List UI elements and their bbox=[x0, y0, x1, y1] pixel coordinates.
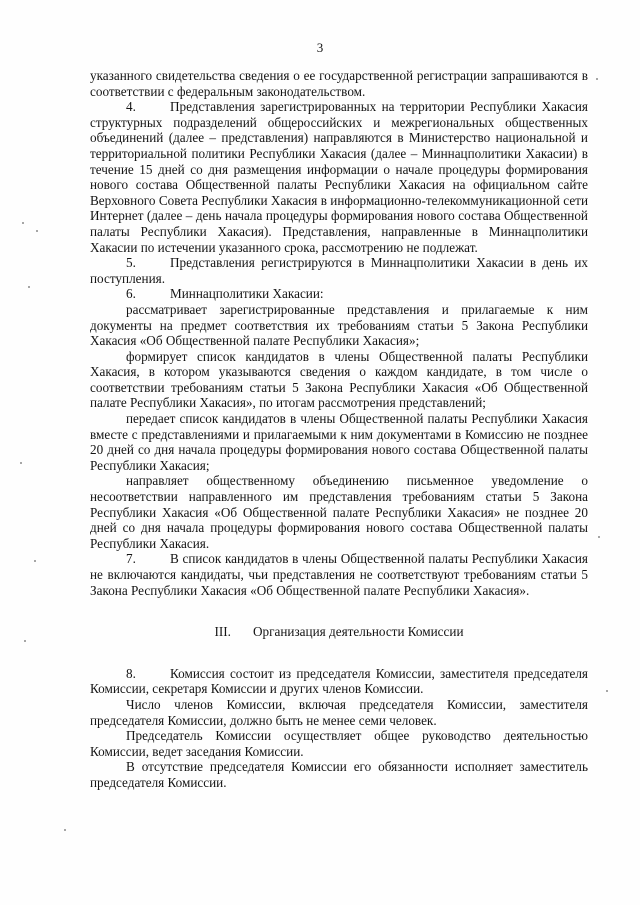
clause-8-para-3: Председатель Комиссии осуществляет общее руководство деятельностью Комиссии, ведет заседания Комиссии. bbox=[90, 728, 588, 759]
clause-number: 5. bbox=[126, 255, 136, 271]
clause-6-item-1: рассматривает зарегистрированные представления и прилагаемые к ним документы на предмет соответствия их требованиям статьи 5 Закона Республики Хакасия «Об Общественной палате Республики Хакасия»; bbox=[90, 301, 588, 349]
clause-8-para-2: Число членов Комиссии, включая председателя Комиссии, заместителя председателя Комиссии, должно быть не менее семи человек. bbox=[90, 696, 588, 728]
clause-4 bbox=[90, 99, 588, 255]
section-title: Организация деятельности Комиссии bbox=[252, 624, 464, 640]
clause-6-item-3: передает список кандидатов в члены Общественной палаты Республики Хакасия вместе с представлениями и прилагаемыми к ним документами в Комиссию не позднее 20 дней со дня начала процедуры формирования нового состава Общественной палаты Республики Хакасия; bbox=[90, 411, 588, 473]
clause-6-item-2: формирует список кандидатов в члены Общественной палаты Республики Хакасия, в котором указываются сведения о каждом кандидате, в том числе о соответствии требованиям статьи 5 Закона Республики Хакасия «Об Общественной палате Республики Хакасия», по итогам рассмотрения представлений; bbox=[90, 348, 588, 411]
clause-8 bbox=[90, 666, 588, 697]
page-number: 3 bbox=[316, 40, 324, 55]
clause-number: 6. bbox=[126, 286, 136, 302]
clause-number: 4. bbox=[126, 99, 136, 115]
clause-number: 8. bbox=[126, 665, 136, 681]
document-body bbox=[90, 68, 588, 791]
clause-text: Комиссия состоит из председателя Комиссии, заместителя председателя Комиссии, секретаря Комиссии и других членов Комиссии. bbox=[90, 665, 588, 697]
clause-number: 7. bbox=[126, 551, 136, 567]
clause-6 bbox=[90, 286, 588, 302]
clause-text: Представления зарегистрированных на территории Республики Хакасия структурных подразделений общероссийских и межрегиональных общественных объединений (далее – представления) направляются в Министерство национальной и территориальной политики Республики Хакасия (далее – Миннацполитики Хакасии) в течение 15 дней со дня размещения информации о начале процедуры формирования нового состава Общественной палаты Республики Хакасия на официальном сайте Верховного Совета Республики Хакасия в информационно-телекоммуникационной сети Интернет (далее – день начала процедуры формирования нового состава Общественной палаты Республики Хакасия). Представления, направленные в Миннацполитики Хакасии по истечении указанного срока, рассмотрению не подлежат. bbox=[90, 99, 588, 255]
clause-text: В список кандидатов в члены Общественной палаты Республики Хакасия не включаются кандидаты, чьи представления не соответствуют требованиям статьи 5 Закона Республики Хакасия «Об Общественной палате Республики Хакасия». bbox=[90, 551, 588, 598]
clause-text: Представления регистрируются в Миннацполитики Хакасии в день их поступления. bbox=[90, 255, 588, 286]
section-number: III. bbox=[214, 624, 231, 640]
clause-5 bbox=[90, 255, 588, 286]
clause-7 bbox=[90, 551, 588, 598]
paragraph-continuation: указанного свидетельства сведения о ее государственной регистрации запрашиваются в соответствии с федеральным законодательством. bbox=[90, 68, 588, 99]
clause-6-item-4: направляет общественному объединению письменное уведомление о несоответствии направленного им представления требованиям статьи 5 Закона Республики Хакасия «Об Общественной палате Республики Хакасия» не позднее 20 дней со дня начала процедуры формирования нового состава Общественной палаты Республики Хакасия. bbox=[90, 473, 588, 551]
section-heading bbox=[90, 624, 588, 640]
clause-text: Миннацполитики Хакасии: bbox=[170, 286, 324, 302]
clause-8-para-4: В отсутствие председателя Комиссии его обязанности исполняет заместитель председателя Комиссии. bbox=[90, 759, 588, 790]
